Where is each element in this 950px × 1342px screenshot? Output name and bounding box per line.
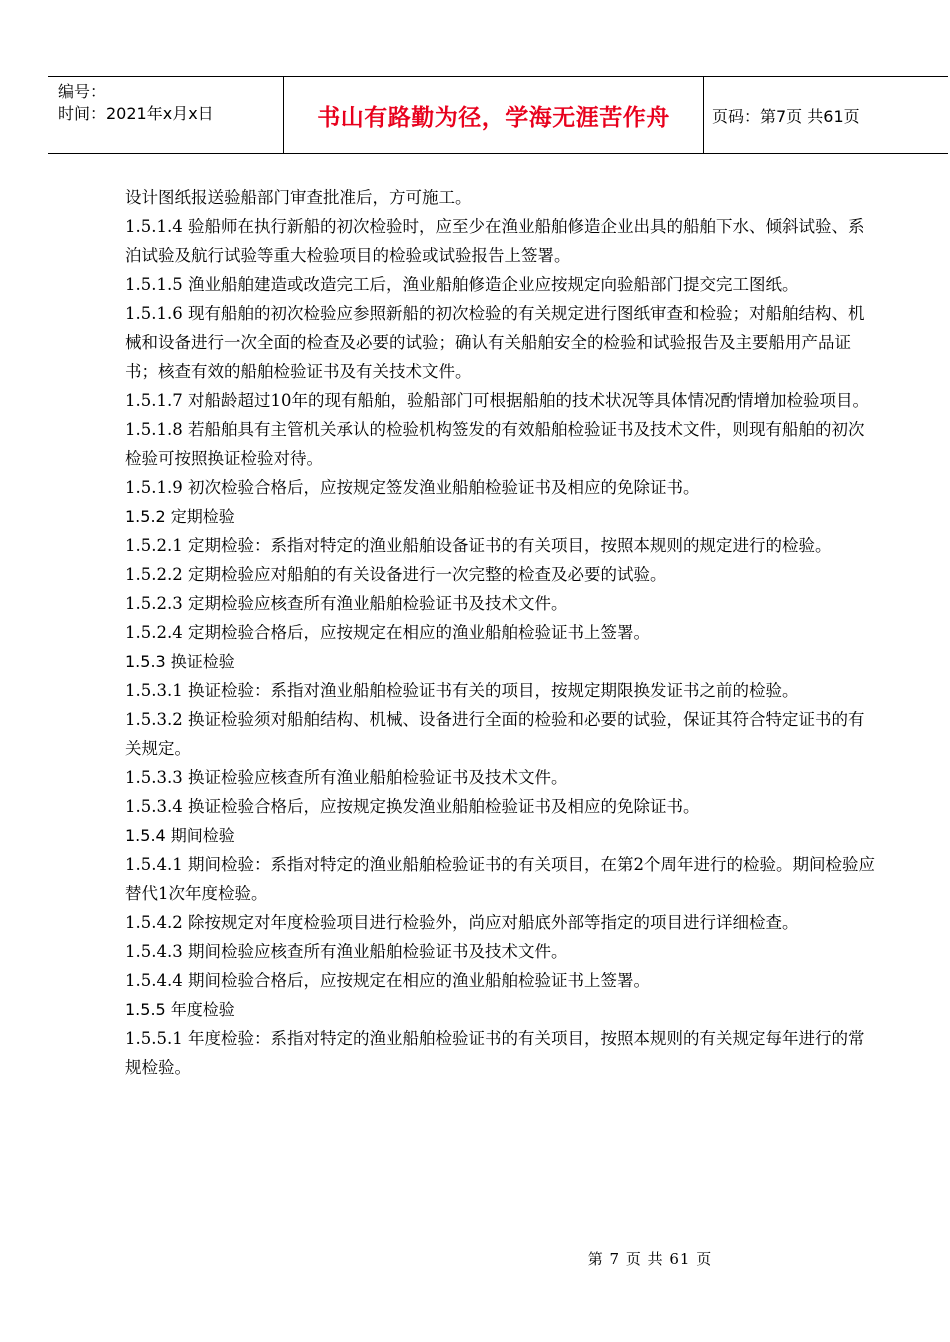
document-time-label: 时间：2021年x月x日 bbox=[58, 104, 214, 123]
paragraph: 1.5.3.3 换证检验应核查所有渔业船舶检验证书及技术文件。 bbox=[125, 768, 568, 787]
paragraph: 1.5.3.2 换证检验须对船舶结构、机械、设备进行全面的检验和必要的试验，保证其符合特定证书的有关规定。 bbox=[125, 710, 865, 758]
header-motto: 书山有路勤为径，学海无涯苦作舟 bbox=[317, 104, 670, 131]
section-heading: 1.5.2 定期检验 bbox=[125, 507, 235, 526]
paragraph: 1.5.1.5 渔业船舶建造或改造完工后，渔业船舶修造企业应按规定向验船部门提交完工图纸。 bbox=[125, 275, 799, 294]
paragraph: 1.5.2.4 定期检验合格后，应按规定在相应的渔业船舶检验证书上签署。 bbox=[125, 623, 650, 642]
section-heading: 1.5.4 期间检验 bbox=[125, 826, 235, 845]
paragraph: 1.5.5.1 年度检验：系指对特定的渔业船舶检验证书的有关项目，按照本规则的有关规定每年进行的常规检验。 bbox=[125, 1029, 865, 1077]
page-header bbox=[48, 76, 948, 154]
section-heading: 1.5.3 换证检验 bbox=[125, 652, 235, 671]
paragraph: 1.5.1.9 初次检验合格后，应按规定签发渔业船舶检验证书及相应的免除证书。 bbox=[125, 478, 700, 497]
page-footer: 第 7 页 共 61 页 bbox=[587, 1250, 713, 1268]
paragraph: 1.5.2.1 定期检验：系指对特定的渔业船舶设备证书的有关项目，按照本规则的规定进行的检验。 bbox=[125, 536, 832, 555]
paragraph: 1.5.1.4 验船师在执行新船的初次检验时，应至少在渔业船舶修造企业出具的船舶下水、倾斜试验、系泊试验及航行试验等重大检验项目的检验或试验报告上签署。 bbox=[125, 217, 865, 265]
document-number-label: 编号： bbox=[58, 82, 107, 101]
paragraph: 1.5.1.7 对船龄超过10年的现有船舶，验船部门可根据船舶的技术状况等具体情况酌情增加检验项目。 bbox=[125, 391, 869, 410]
paragraph: 1.5.3.1 换证检验：系指对渔业船舶检验证书有关的项目，按规定期限换发证书之前的检验。 bbox=[125, 681, 799, 700]
paragraph: 1.5.1.6 现有船舶的初次检验应参照新船的初次检验的有关规定进行图纸审查和检验；对船舶结构、机械和设备进行一次全面的检查及必要的试验；确认有关船舶安全的检验和试验报告及主要船用产品证书；核查有效的船舶检验证书及有关技术文件。 bbox=[125, 304, 865, 381]
paragraph: 1.5.1.8 若船舶具有主管机关承认的检验机构签发的有效船舶检验证书及技术文件，则现有船舶的初次检验可按照换证检验对待。 bbox=[125, 420, 865, 468]
header-meta bbox=[58, 81, 273, 125]
paragraph: 1.5.4.1 期间检验：系指对特定的渔业船舶检验证书的有关项目，在第2个周年进行的检验。期间检验应替代1次年度检验。 bbox=[125, 855, 875, 903]
paragraph: 1.5.2.2 定期检验应对船舶的有关设备进行一次完整的检查及必要的试验。 bbox=[125, 565, 667, 584]
paragraph: 设计图纸报送验船部门审查批准后，方可施工。 bbox=[125, 188, 472, 207]
header-page-info: 页码：第7页 共61页 bbox=[712, 106, 860, 126]
paragraph: 1.5.4.3 期间检验应核查所有渔业船舶检验证书及技术文件。 bbox=[125, 942, 568, 961]
paragraph: 1.5.2.3 定期检验应核查所有渔业船舶检验证书及技术文件。 bbox=[125, 594, 568, 613]
paragraph: 1.5.4.4 期间检验合格后，应按规定在相应的渔业船舶检验证书上签署。 bbox=[125, 971, 650, 990]
document-body bbox=[125, 183, 875, 1082]
header-divider bbox=[703, 77, 704, 153]
paragraph: 1.5.4.2 除按规定对年度检验项目进行检验外，尚应对船底外部等指定的项目进行详细检查。 bbox=[125, 913, 799, 932]
paragraph: 1.5.3.4 换证检验合格后，应按规定换发渔业船舶检验证书及相应的免除证书。 bbox=[125, 797, 700, 816]
section-heading: 1.5.5 年度检验 bbox=[125, 1000, 235, 1019]
